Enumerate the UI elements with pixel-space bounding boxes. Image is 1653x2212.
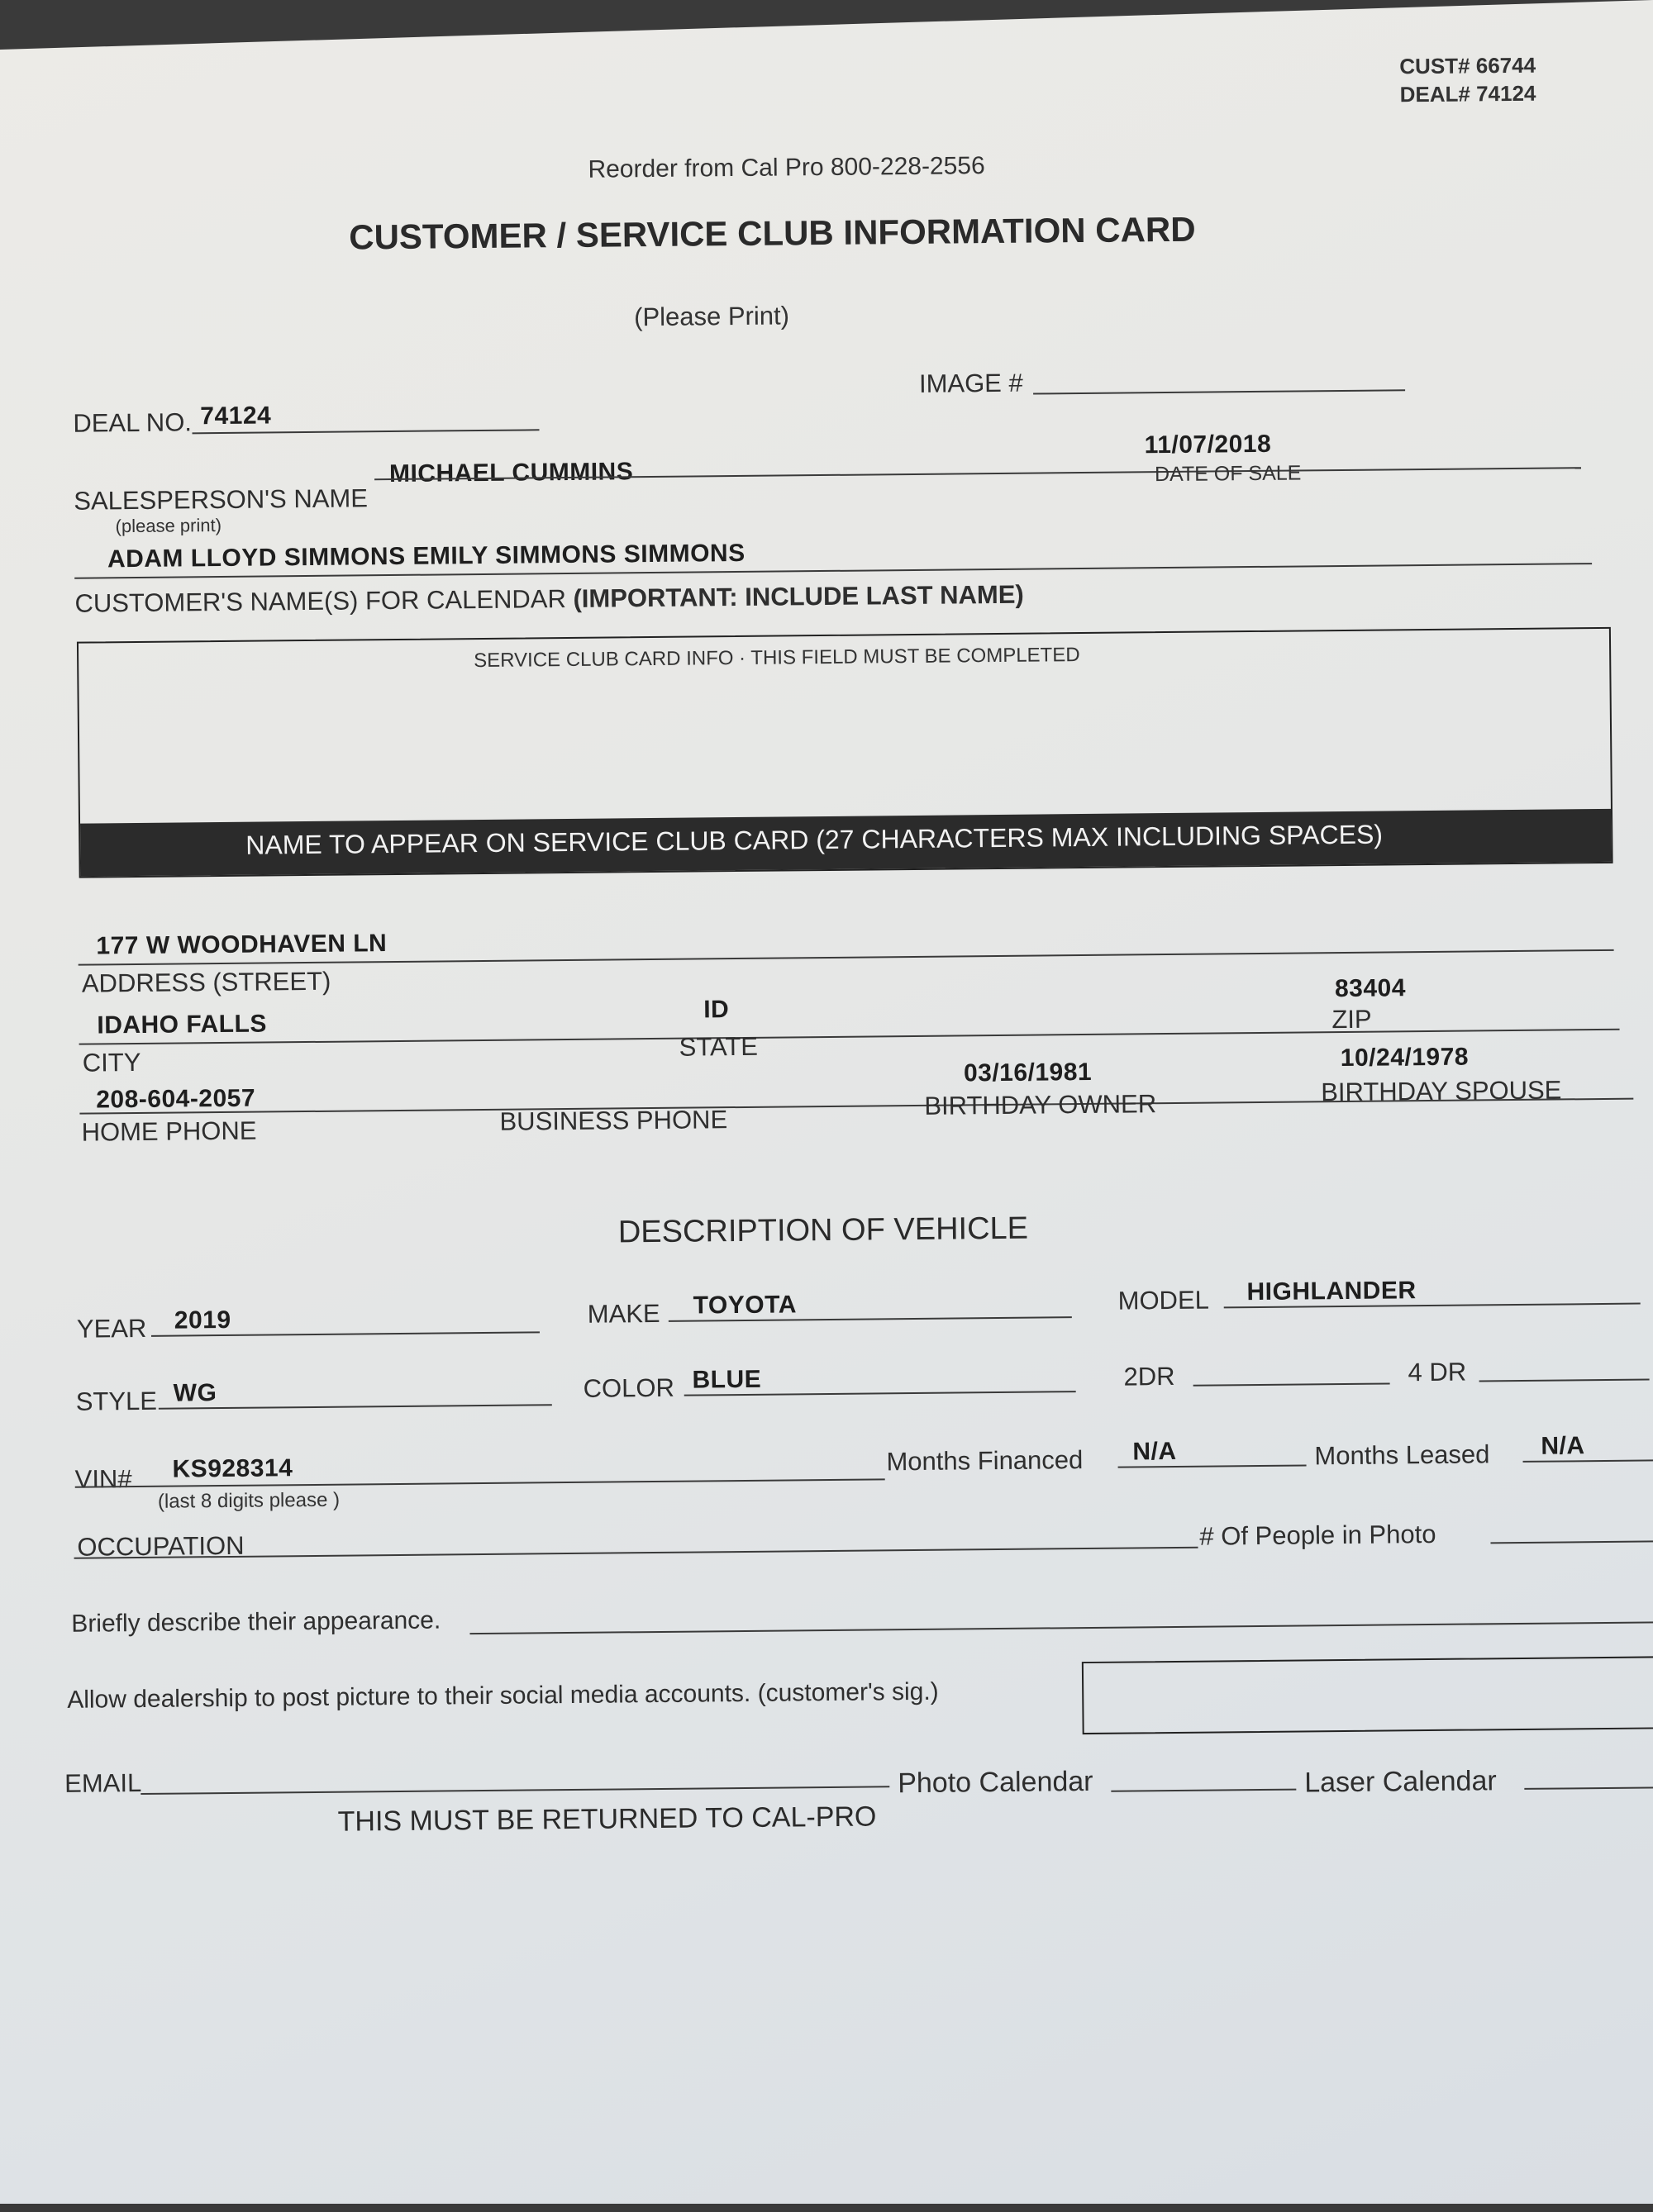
date-of-sale-label: DATE OF SALE — [1154, 461, 1302, 487]
social-media-label: Allow dealership to post picture to their social media accounts. (customer's sig.) — [67, 1677, 939, 1714]
color-value[interactable]: BLUE — [692, 1365, 762, 1394]
deal-number: DEAL# 74124 — [1399, 80, 1536, 107]
business-phone-label: BUSINESS PHONE — [499, 1105, 728, 1136]
service-club-bar-text: NAME TO APPEAR ON SERVICE CLUB CARD (27 CHARACTERS MAX INCLUDING SPACES) — [245, 819, 1384, 860]
salesperson-sub: (please print) — [115, 514, 222, 537]
customer-names-label — [74, 580, 1024, 619]
customer-names-label-important: (IMPORTANT: INCLUDE LAST NAME) — [573, 579, 1024, 613]
return-note: THIS MUST BE RETURNED TO CAL-PRO — [337, 1801, 877, 1838]
months-leased-line — [1523, 1459, 1653, 1463]
service-club-heading: SERVICE CLUB CARD INFO · THIS FIELD MUST BE COMPLETED — [474, 644, 1080, 673]
birthday-owner-label: BIRTHDAY OWNER — [924, 1089, 1157, 1120]
people-in-photo-line[interactable] — [1490, 1540, 1653, 1544]
image-no-line[interactable] — [1033, 389, 1405, 394]
street-value[interactable]: 177 W WOODHAVEN LN — [96, 930, 388, 960]
four-door-label: 4 DR — [1408, 1357, 1467, 1387]
birthday-spouse-value[interactable]: 10/24/1978 — [1340, 1043, 1470, 1073]
reorder-text: Reorder from Cal Pro 800-228-2556 — [588, 152, 985, 183]
zip-value[interactable]: 83404 — [1334, 974, 1407, 1003]
birthday-spouse-label: BIRTHDAY SPOUSE — [1321, 1075, 1562, 1107]
state-value[interactable]: ID — [703, 996, 730, 1024]
style-line — [159, 1404, 552, 1410]
appearance-line[interactable] — [469, 1621, 1653, 1634]
appearance-label: Briefly describe their appearance. — [71, 1606, 441, 1638]
months-leased-value[interactable]: N/A — [1541, 1432, 1585, 1460]
city-line — [79, 1029, 1620, 1045]
street-label: ADDRESS (STREET) — [81, 966, 331, 998]
photo-calendar-label: Photo Calendar — [898, 1765, 1093, 1800]
signature-box[interactable] — [1082, 1656, 1653, 1734]
date-of-sale-value[interactable]: 11/07/2018 — [1144, 430, 1272, 459]
vehicle-heading: DESCRIPTION OF VEHICLE — [617, 1211, 1029, 1250]
vin-value[interactable]: KS928314 — [172, 1454, 293, 1483]
make-value[interactable]: TOYOTA — [693, 1291, 798, 1320]
home-phone-label: HOME PHONE — [81, 1116, 257, 1147]
model-label: MODEL — [1117, 1285, 1210, 1315]
home-phone-value[interactable]: 208-604-2057 — [96, 1084, 256, 1114]
customer-names-value[interactable]: ADAM LLOYD SIMMONS EMILY SIMMONS SIMMONS — [107, 539, 746, 573]
months-leased-label: Months Leased — [1314, 1439, 1490, 1471]
email-label: EMAIL — [64, 1767, 142, 1798]
cust-number: CUST# 66744 — [1399, 52, 1536, 79]
two-door-line[interactable] — [1193, 1382, 1390, 1386]
deal-no-label: DEAL NO. — [73, 407, 193, 438]
birthday-owner-value[interactable]: 03/16/1981 — [963, 1058, 1093, 1087]
style-label: STYLE — [75, 1386, 158, 1416]
salesperson-label: SALESPERSON'S NAME — [74, 483, 369, 516]
image-no-label: IMAGE # — [918, 368, 1023, 398]
form-title: CUSTOMER / SERVICE CLUB INFORMATION CARD — [349, 209, 1196, 257]
state-label: STATE — [679, 1031, 759, 1062]
two-door-label: 2DR — [1123, 1361, 1175, 1391]
salesperson-value[interactable]: MICHAEL CUMMINS — [388, 458, 634, 488]
vin-label: VIN# — [74, 1464, 132, 1494]
email-line[interactable] — [141, 1786, 889, 1795]
make-label: MAKE — [587, 1298, 660, 1329]
laser-calendar-label: Laser Calendar — [1304, 1765, 1497, 1799]
laser-calendar-line[interactable] — [1524, 1786, 1653, 1790]
months-financed-value[interactable]: N/A — [1132, 1437, 1177, 1466]
year-label: YEAR — [76, 1313, 147, 1344]
four-door-line[interactable] — [1479, 1378, 1650, 1382]
vin-sublabel: (last 8 digits please ) — [157, 1488, 341, 1513]
occupation-label: OCCUPATION — [77, 1530, 245, 1562]
months-financed-label: Months Financed — [886, 1445, 1084, 1477]
city-value[interactable]: IDAHO FALLS — [97, 1010, 268, 1039]
photo-calendar-line[interactable] — [1111, 1789, 1296, 1792]
style-value[interactable]: WG — [173, 1379, 217, 1407]
customer-names-label-text: CUSTOMER'S NAME(S) FOR CALENDAR — [74, 583, 567, 618]
color-label: COLOR — [583, 1372, 675, 1403]
people-in-photo-label: # Of People in Photo — [1199, 1519, 1436, 1551]
zip-label: ZIP — [1331, 1004, 1372, 1035]
year-value[interactable]: 2019 — [174, 1306, 231, 1334]
city-label: CITY — [82, 1047, 141, 1077]
please-print: (Please Print) — [634, 301, 790, 332]
model-value[interactable]: HIGHLANDER — [1246, 1277, 1417, 1306]
deal-no-value[interactable]: 74124 — [200, 402, 272, 431]
